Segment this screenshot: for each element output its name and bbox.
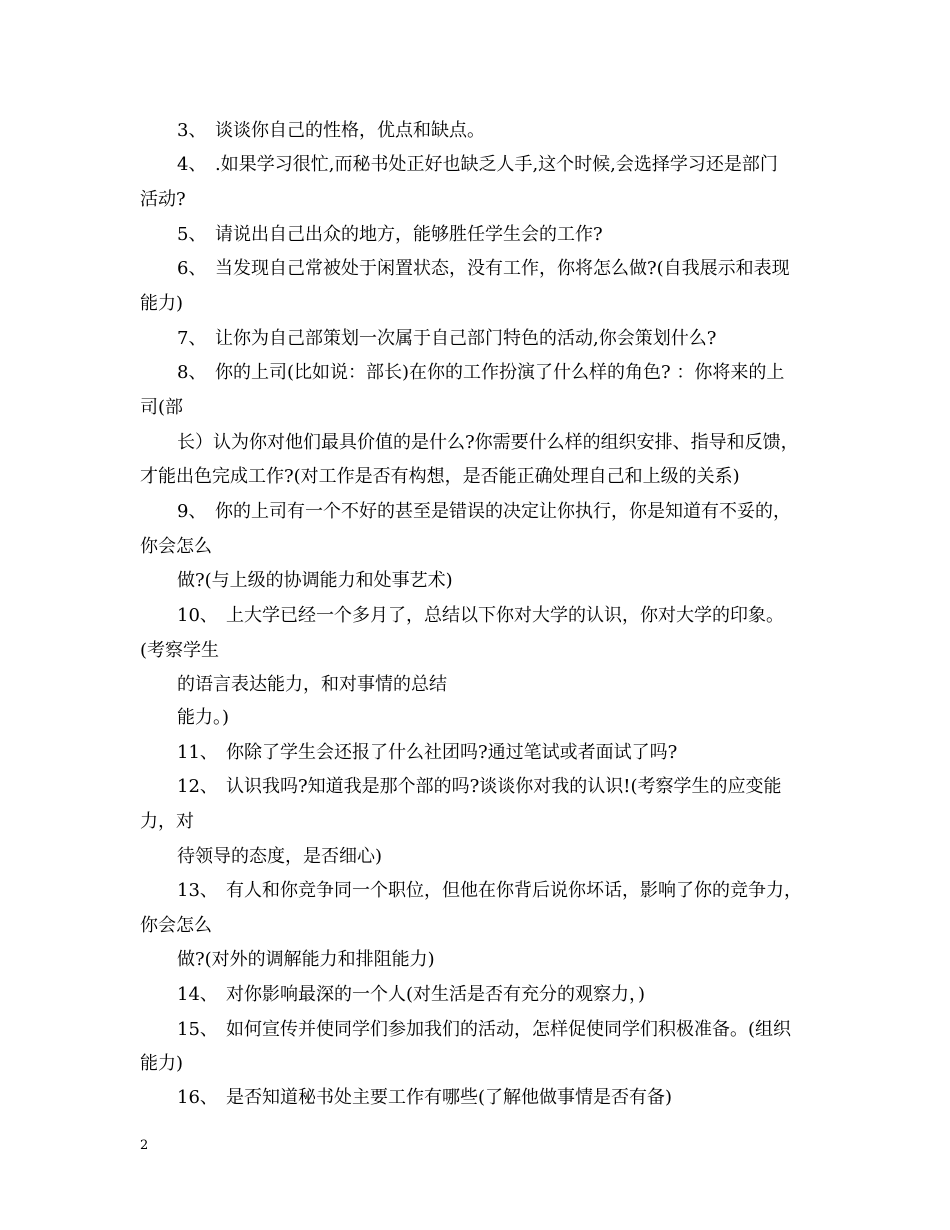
item-16 xyxy=(177,1086,672,1110)
continuation-line xyxy=(140,188,186,212)
continuation-line xyxy=(177,431,799,455)
page-number: 2 xyxy=(140,1138,149,1153)
item-text: 对你影响最深的一个人(对生活是否有充分的观察力，) xyxy=(226,984,646,1005)
item-9 xyxy=(177,500,791,524)
item-text: 做?(与上级的协调能力和处事艺术) xyxy=(177,570,453,591)
item-number: 5、 xyxy=(177,224,207,245)
item-3 xyxy=(177,119,485,143)
item-text: 活动? xyxy=(140,189,186,210)
item-text: 如何宣传并使同学们参加我们的活动，怎样促使同学们积极准备。(组织 xyxy=(226,1019,792,1040)
continuation-line xyxy=(140,1052,183,1076)
item-text: 上大学已经一个多月了，总结以下你对大学的认识，你对大学的印象。 xyxy=(226,605,784,626)
item-number: 11、 xyxy=(177,742,218,763)
item-14 xyxy=(177,983,645,1007)
continuation-line xyxy=(140,810,194,834)
item-text: 谈谈你自己的性格，优点和缺点。 xyxy=(215,120,485,141)
item-number: 4、 xyxy=(177,154,207,175)
continuation-line xyxy=(140,396,183,420)
item-text: 的语言表达能力，和对事情的总结 xyxy=(177,674,447,695)
item-text: 力，对 xyxy=(140,811,194,832)
continuation-line xyxy=(140,914,212,938)
item-10 xyxy=(177,604,784,628)
item-text: 能力) xyxy=(140,1053,184,1074)
item-text: 长）认为你对他们最具价值的是什么?你需要什么样的组织安排、指导和反馈， xyxy=(177,432,799,453)
item-number: 14、 xyxy=(177,984,218,1005)
continuation-line xyxy=(140,535,212,559)
item-number: 6、 xyxy=(177,258,207,279)
item-text: 是否知道秘书处主要工作有哪些(了解他做事情是否有备) xyxy=(226,1087,673,1108)
item-number: 10、 xyxy=(177,605,218,626)
continuation-line xyxy=(177,948,435,972)
item-number: 16、 xyxy=(177,1087,218,1108)
item-text: .如果学习很忙,而秘书处正好也缺乏人手,这个时候,会选择学习还是部门 xyxy=(215,154,778,175)
item-text: 有人和你竞争同一个职位，但他在你背后说你坏话，影响了你的竞争力， xyxy=(226,880,802,901)
item-8 xyxy=(177,361,784,385)
item-number: 12、 xyxy=(177,776,218,797)
continuation-line xyxy=(177,673,447,697)
item-number: 13、 xyxy=(177,880,218,901)
item-text: (考察学生 xyxy=(140,640,220,661)
item-text: 你的上司有一个不好的甚至是错误的决定让你执行，你是知道有不妥的， xyxy=(215,501,791,522)
item-number: 15、 xyxy=(177,1019,218,1040)
continuation-line xyxy=(140,292,183,316)
item-text: 认识我吗?知道我是那个部的吗?谈谈你对我的认识!(考察学生的应变能 xyxy=(226,776,782,797)
item-text: 你会怎么 xyxy=(140,536,212,557)
item-text: 能力。) xyxy=(177,707,230,728)
item-text: 能力) xyxy=(140,293,184,314)
item-15 xyxy=(177,1018,791,1042)
item-text: 做?(对外的调解能力和排阻能力) xyxy=(177,949,435,970)
item-number: 8、 xyxy=(177,362,207,383)
item-7 xyxy=(177,327,716,351)
item-11 xyxy=(177,741,677,765)
item-number: 3、 xyxy=(177,120,207,141)
item-text: 当发现自己常被处于闲置状态，没有工作，你将怎么做?(自我展示和表现 xyxy=(215,258,790,279)
item-text: 你除了学生会还报了什么社团吗?通过笔试或者面试了吗? xyxy=(226,742,678,763)
item-text: 你的上司(比如说：部长)在你的工作扮演了什么样的角色? ：你将来的上 xyxy=(215,362,785,383)
continuation-line xyxy=(177,706,229,730)
item-number: 7、 xyxy=(177,328,207,349)
item-text: 司(部 xyxy=(140,397,184,418)
continuation-line xyxy=(177,569,453,593)
item-12 xyxy=(177,775,782,799)
item-13 xyxy=(177,879,802,903)
item-text: 你会怎么 xyxy=(140,915,212,936)
continuation-line xyxy=(177,845,382,869)
continuation-line xyxy=(140,639,219,663)
item-text: 才能出色完成工作?(对工作是否有构想，是否能正确处理自己和上级的关系) xyxy=(140,466,740,487)
item-4 xyxy=(177,153,778,177)
item-text: 请说出自己出众的地方，能够胜任学生会的工作? xyxy=(215,224,603,245)
continuation-line xyxy=(140,465,740,489)
item-5 xyxy=(177,223,603,247)
item-number: 9、 xyxy=(177,501,207,522)
item-6 xyxy=(177,257,790,281)
item-text: 让你为自己部策划一次属于自己部门特色的活动,你会策划什么? xyxy=(215,328,717,349)
item-text: 待领导的态度，是否细心) xyxy=(177,846,383,867)
